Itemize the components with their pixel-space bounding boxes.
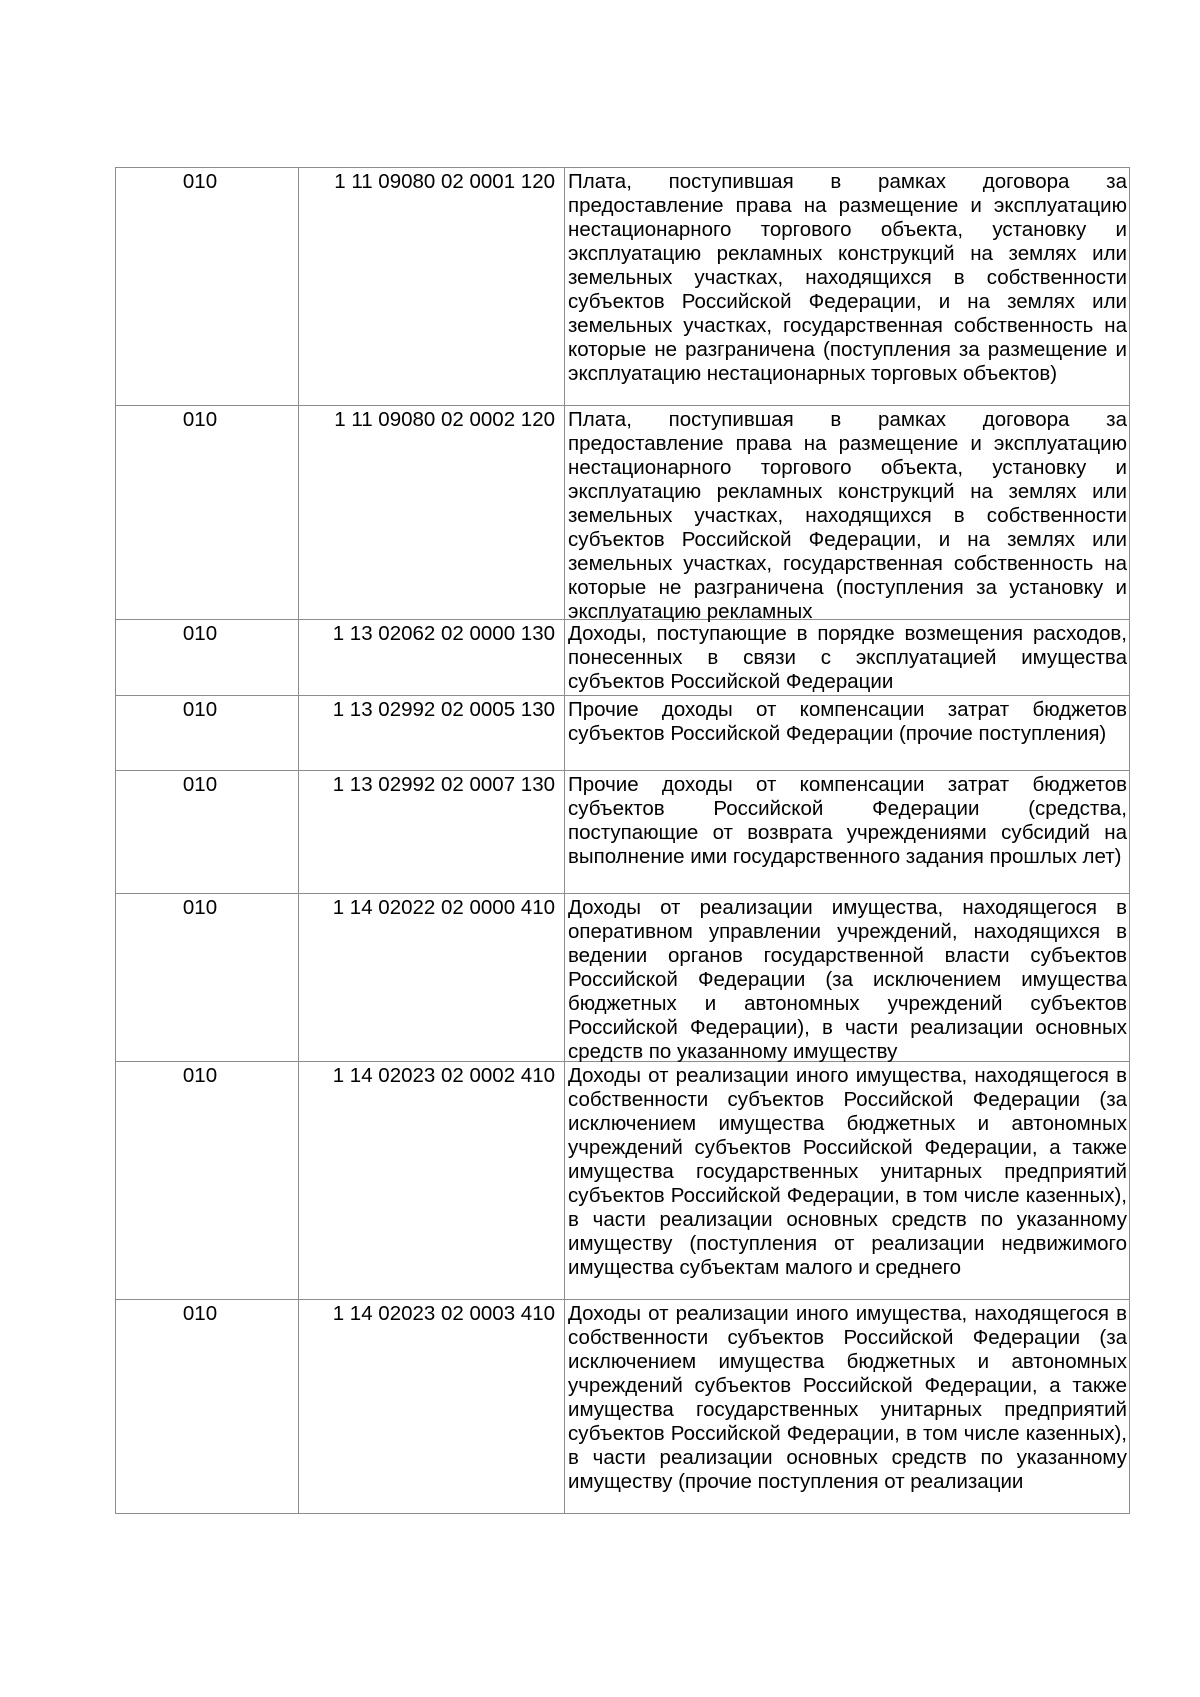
table-row — [116, 771, 1130, 894]
budget-code-cell — [299, 1062, 565, 1300]
admin-code-cell — [116, 894, 299, 1062]
admin-code: 010 — [182, 408, 218, 431]
income-name: Доходы от реализации иного имущества, находящегося в собственности субъектов Российской Федерации (за исключением имущества бюджетных и автономных учреждений субъектов Российской Федерации, а также имущества государственных унитарных предприятий субъектов Российской Федерации, в том числе казенных), в части реализации основных средств по указанному имуществу (прочие поступления от реализации — [568, 1302, 1127, 1493]
income-name: Плата, поступившая в рамках договора за предоставление права на размещение и эксплуатацию нестационарного торгового объекта, установку и эксплуатацию рекламных конструкций на землях или земельных участках, находящихся в собственности субъектов Российской Федерации, и на землях или земельных участках, государственная собственность на которые не разграничена (поступления за установку и эксплуатацию рекламных — [568, 408, 1127, 623]
table-row — [116, 1300, 1130, 1514]
budget-classification-code: 1 13 02992 02 0007 130 — [332, 773, 555, 796]
budget-code-cell — [299, 771, 565, 894]
budget-code-cell — [299, 894, 565, 1062]
income-name: Доходы от реализации имущества, находящегося в оперативном управлении учреждений, находящихся в ведении органов государственной власти субъектов Российской Федерации (за исключением имущества бюджетных и автономных учреждений субъектов Российской Федерации), в части реализации основных средств по указанному имуществу — [568, 896, 1127, 1063]
admin-code: 010 — [182, 773, 218, 796]
budget-classification-code: 1 11 09080 02 0002 120 — [334, 408, 555, 431]
budget-code-cell — [299, 620, 565, 696]
admin-code-cell — [116, 771, 299, 894]
income-codes-table — [115, 167, 1130, 1514]
income-name-cell — [565, 1300, 1130, 1514]
admin-code: 010 — [182, 170, 218, 193]
budget-code-cell — [299, 406, 565, 620]
admin-code: 010 — [182, 698, 218, 721]
admin-code: 010 — [182, 622, 218, 645]
income-name: Доходы, поступающие в порядке возмещения расходов, понесенных в связи с эксплуатацией имущества субъектов Российской Федерации — [568, 622, 1127, 693]
table-row — [116, 406, 1130, 620]
income-name-cell — [565, 894, 1130, 1062]
income-name-cell — [565, 1062, 1130, 1300]
income-name-cell — [565, 620, 1130, 696]
income-name: Плата, поступившая в рамках договора за предоставление права на размещение и эксплуатацию нестационарного торгового объекта, установку и эксплуатацию рекламных конструкций на землях или земельных участках, находящихся в собственности субъектов Российской Федерации, и на землях или земельных участках, государственная собственность на которые не разграничена (поступления за размещение и эксплуатацию нестационарных торговых объектов) — [568, 170, 1127, 385]
budget-code-cell — [299, 168, 565, 406]
admin-code: 010 — [182, 1064, 218, 1087]
admin-code-cell — [116, 1062, 299, 1300]
income-name-cell — [565, 168, 1130, 406]
table-row — [116, 696, 1130, 771]
income-name: Прочие доходы от компенсации затрат бюджетов субъектов Российской Федерации (средства, поступающие от возврата учреждениями субсидий на выполнение ими государственного задания прошлых лет) — [568, 773, 1127, 868]
admin-code-cell — [116, 168, 299, 406]
budget-classification-code: 1 13 02992 02 0005 130 — [332, 698, 555, 721]
admin-code: 010 — [182, 1302, 218, 1325]
income-name: Доходы от реализации иного имущества, находящегося в собственности субъектов Российской Федерации (за исключением имущества бюджетных и автономных учреждений субъектов Российской Федерации, а также имущества государственных унитарных предприятий субъектов Российской Федерации, в том числе казенных), в части реализации основных средств по указанному имуществу (поступления от реализации недвижимого имущества субъектам малого и среднего — [568, 1064, 1127, 1279]
income-name: Прочие доходы от компенсации затрат бюджетов субъектов Российской Федерации (прочие поступления) — [568, 698, 1127, 745]
budget-classification-code: 1 14 02023 02 0003 410 — [332, 1302, 555, 1325]
admin-code-cell — [116, 1300, 299, 1514]
table-row — [116, 620, 1130, 696]
budget-code-cell — [299, 1300, 565, 1514]
budget-classification-code: 1 14 02023 02 0002 410 — [332, 1064, 555, 1087]
income-name-cell — [565, 696, 1130, 771]
table-row — [116, 894, 1130, 1062]
budget-classification-code: 1 11 09080 02 0001 120 — [334, 170, 555, 193]
income-name-cell — [565, 406, 1130, 623]
budget-classification-code: 1 14 02022 02 0000 410 — [332, 896, 555, 919]
admin-code: 010 — [182, 896, 218, 919]
budget-classification-code: 1 13 02062 02 0000 130 — [332, 622, 555, 645]
table-row — [116, 1062, 1130, 1300]
admin-code-cell — [116, 406, 299, 620]
income-name-cell — [565, 771, 1130, 894]
admin-code-cell — [116, 620, 299, 696]
table-row — [116, 168, 1130, 406]
admin-code-cell — [116, 696, 299, 771]
budget-code-cell — [299, 696, 565, 771]
